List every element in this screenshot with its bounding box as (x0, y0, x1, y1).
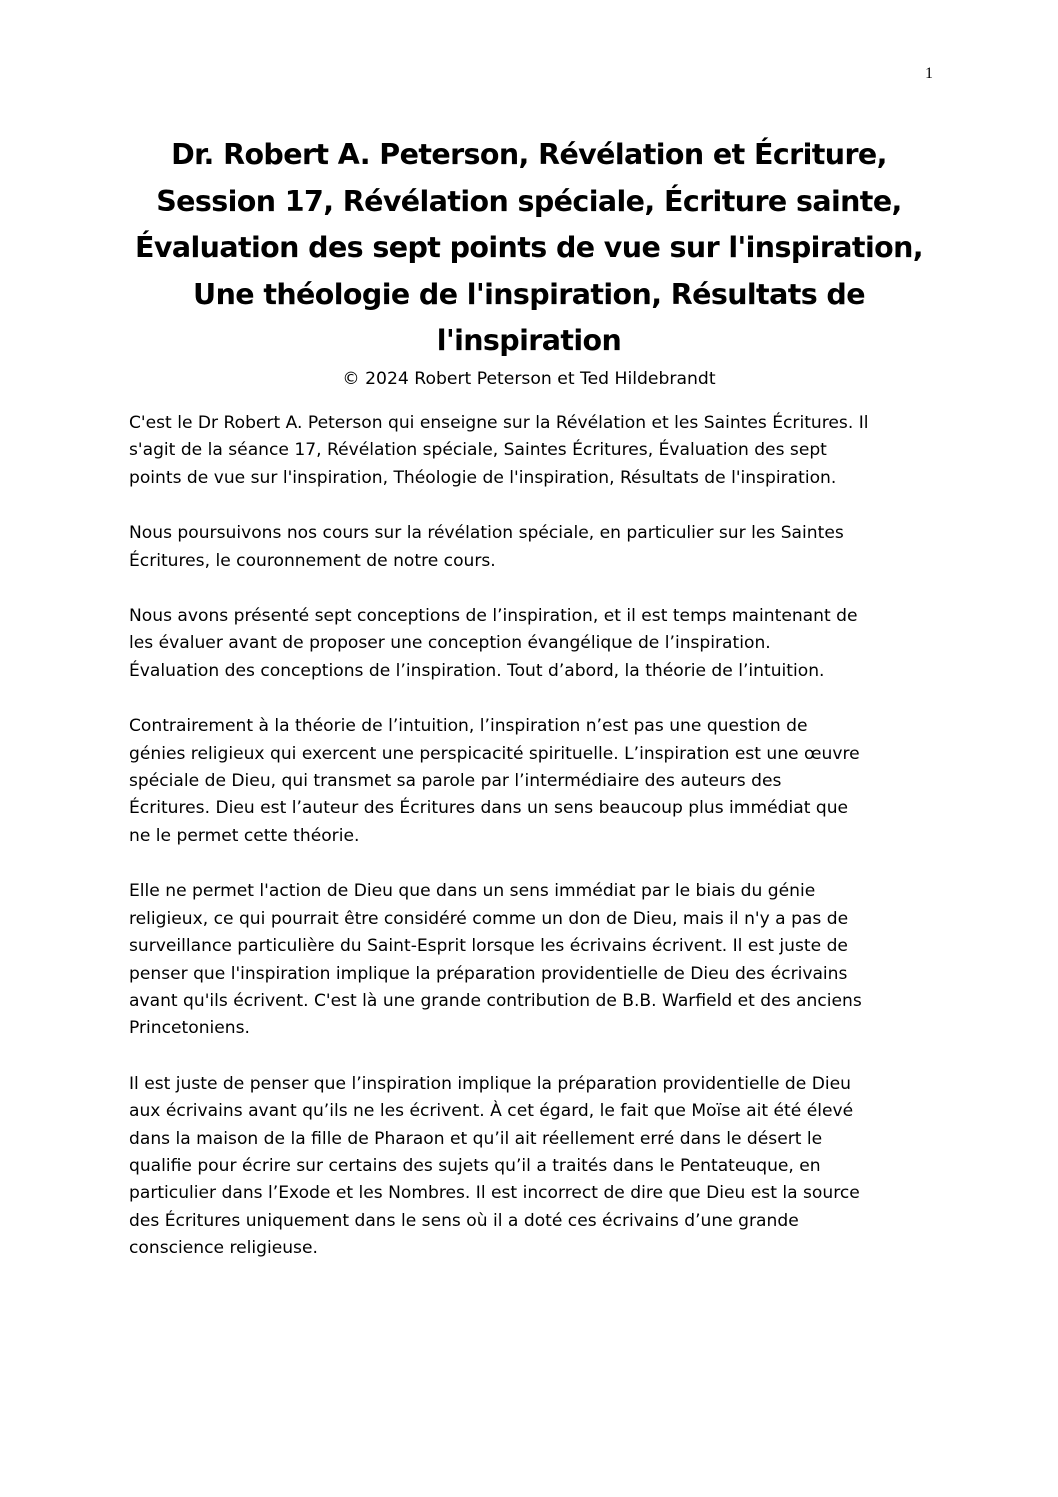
text-line: génies religieux qui exercent une perspicacité spirituelle. L’inspiration est une œuvre (129, 743, 860, 764)
document-body (129, 410, 939, 1291)
paragraph (129, 878, 939, 1042)
text-line: des Écritures uniquement dans le sens où il a doté ces écrivains d’une grande (129, 1210, 799, 1231)
text-line: s'agit de la séance 17, Révélation spéciale, Saintes Écritures, Évaluation des sept (129, 440, 827, 461)
title-line: Évaluation des sept points de vue sur l'inspiration, (134, 231, 924, 264)
text-line: dans la maison de la fille de Pharaon et qu’il ait réellement erré dans le désert le (129, 1128, 823, 1149)
page-number: 1 (925, 65, 933, 82)
paragraph (129, 603, 939, 685)
text-line: penser que l'inspiration implique la préparation providentielle de Dieu des écrivains (129, 963, 848, 984)
copyright-notice: © 2024 Robert Peterson et Ted Hildebrandt (342, 368, 716, 389)
text-line: qualifie pour écrire sur certains des sujets qu’il a traités dans le Pentateuque, en (129, 1155, 821, 1176)
paragraph (129, 713, 939, 850)
text-line: Il est juste de penser que l’inspiration implique la préparation providentielle de Dieu (129, 1073, 851, 1094)
text-line: Évaluation des conceptions de l’inspiration. Tout d’abord, la théorie de l’intuition. (129, 660, 825, 681)
text-line: particulier dans l’Exode et les Nombres. Il est incorrect de dire que Dieu est la source (129, 1183, 860, 1204)
text-line: Elle ne permet l'action de Dieu que dans un sens immédiat par le biais du génie (129, 881, 816, 902)
text-line: spéciale de Dieu, qui transmet sa parole par l’intermédiaire des auteurs des (129, 771, 782, 792)
text-line: avant qu'ils écrivent. C'est là une grande contribution de B.B. Warfield et des anciens (129, 990, 862, 1011)
text-line: Écritures. Dieu est l’auteur des Écritures dans un sens beaucoup plus immédiat que (129, 798, 849, 819)
text-line: les évaluer avant de proposer une conception évangélique de l’inspiration. (129, 633, 771, 654)
text-line: aux écrivains avant qu’ils ne les écrivent. À cet égard, le fait que Moïse ait été élevé (129, 1101, 854, 1122)
title-block (128, 132, 930, 393)
title-line: Une théologie de l'inspiration, Résultats de (193, 277, 865, 311)
title-line: l'inspiration (436, 324, 622, 357)
title-line: Dr. Robert A. Peterson, Révélation et Écriture, (171, 138, 887, 171)
paragraph (129, 410, 939, 492)
text-line: Écritures, le couronnement de notre cours. (129, 550, 496, 571)
text-line: conscience religieuse. (129, 1238, 318, 1259)
text-line: religieux, ce qui pourrait être considéré comme un don de Dieu, mais il n'y a pas de (129, 908, 849, 929)
text-line: Nous poursuivons nos cours sur la révélation spéciale, en particulier sur les Saintes (129, 523, 844, 544)
text-line: ne le permet cette théorie. (129, 825, 360, 846)
text-line: points de vue sur l'inspiration, Théologie de l'inspiration, Résultats de l'inspiration. (129, 467, 837, 488)
text-line: Princetoniens. (129, 1018, 250, 1039)
paragraph (129, 520, 939, 575)
text-line: Nous avons présenté sept conceptions de l’inspiration, et il est temps maintenant de (129, 606, 858, 627)
text-line: surveillance particulière du Saint-Esprit lorsque les écrivains écrivent. Il est juste de (129, 936, 848, 957)
title-line: Session 17, Révélation spéciale, Écriture sainte, (156, 184, 902, 218)
document-title (128, 132, 930, 365)
text-line: C'est le Dr Robert A. Peterson qui enseigne sur la Révélation et les Saintes Écritures. Il (129, 413, 869, 433)
text-line: Contrairement à la théorie de l’intuition, l’inspiration n’est pas une question de (129, 716, 808, 737)
paragraph (129, 1071, 939, 1263)
